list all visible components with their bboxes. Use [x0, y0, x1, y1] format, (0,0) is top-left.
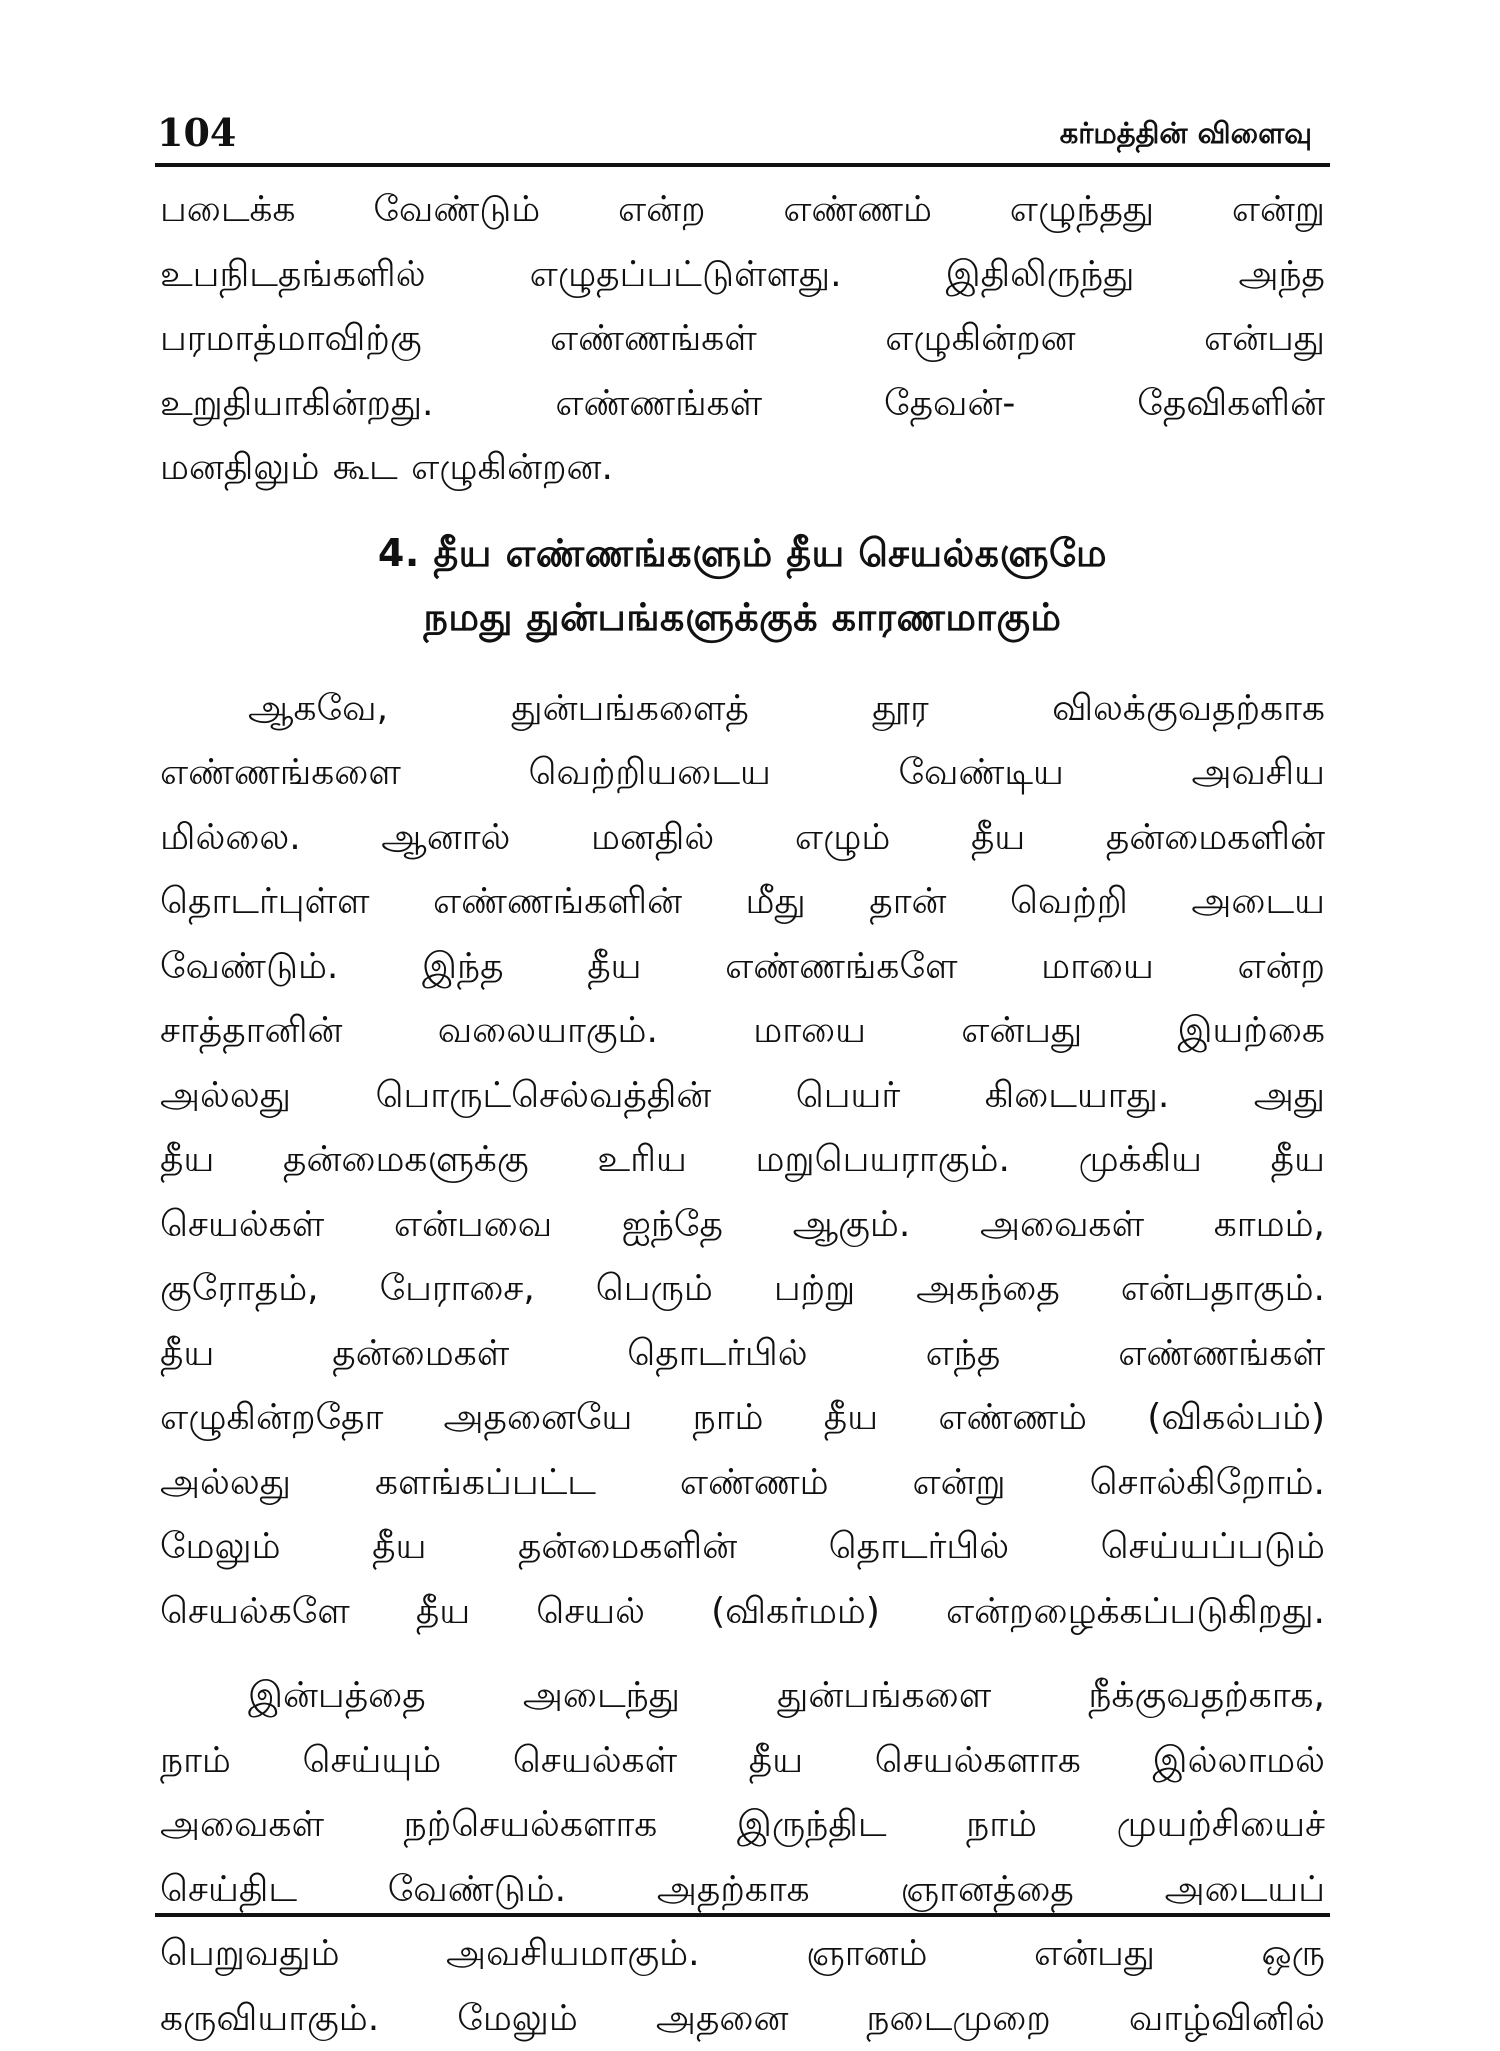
paragraph-line: பரமாத்மாவிற்கு எண்ணங்கள் எழுகின்றன என்பது [160, 307, 1325, 372]
page-header [155, 105, 1330, 161]
page-number: 104 [157, 105, 236, 161]
paragraph-line: குரோதம், பேராசை, பெரும் பற்று அகந்தை என்பதாகும். [160, 1257, 1325, 1322]
paragraph-line: செய்திட வேண்டும். அதற்காக ஞானத்தை அடையப் [160, 1858, 1325, 1923]
section-heading [160, 521, 1325, 649]
paragraph-line: தொடர்புள்ள எண்ணங்களின் மீது தான் வெற்றி அடைய [160, 870, 1325, 935]
paragraph-2 [160, 677, 1325, 1645]
page-body [160, 178, 1325, 2051]
paragraph-line: அவைகள் நற்செயல்களாக இருந்திட நாம் முயற்சியைச் [160, 1793, 1325, 1858]
paragraph-line: படைக்க வேண்டும் என்ற எண்ணம் எழுந்தது என்று [160, 178, 1325, 243]
paragraph-3 [160, 1664, 1325, 2051]
paragraph-gap [160, 1644, 1325, 1664]
paragraph-line: செயல்களே தீய செயல் (விகர்மம்) என்றழைக்கப்படுகிறது. [160, 1580, 1325, 1645]
paragraph-line: செயல்கள் என்பவை ஐந்தே ஆகும். அவைகள் காமம், [160, 1193, 1325, 1258]
paragraph-line: தீய தன்மைகள் தொடர்பில் எந்த எண்ணங்கள் [160, 1322, 1325, 1387]
paragraph-line: உபநிடதங்களில் எழுதப்பட்டுள்ளது. இதிலிருந்து அந்த [160, 243, 1325, 308]
paragraph-line: கருவியாகும். மேலும் அதனை நடைமுறை வாழ்வினில் [160, 1987, 1325, 2051]
paragraph-line: ஆகவே, துன்பங்களைத் தூர விலக்குவதற்காக [160, 677, 1325, 742]
paragraph-1 [160, 178, 1325, 501]
paragraph-line: உறுதியாகின்றது. எண்ணங்கள் தேவன்- தேவிகளின் [160, 372, 1325, 437]
paragraph-line: தீய தன்மைகளுக்கு உரிய மறுபெயராகும். முக்கிய தீய [160, 1128, 1325, 1193]
paragraph-line: மனதிலும் கூட எழுகின்றன. [160, 436, 1325, 501]
paragraph-line: வேண்டும். இந்த தீய எண்ணங்களே மாயை என்ற [160, 935, 1325, 1000]
section-heading-line-2: நமது துன்பங்களுக்குக் காரணமாகும் [160, 585, 1325, 649]
running-title: கர்மத்தின் விளைவு [1060, 105, 1312, 161]
footer-rule [155, 1913, 1330, 1917]
paragraph-line: மேலும் தீய தன்மைகளின் தொடர்பில் செய்யப்படும் [160, 1515, 1325, 1580]
section-heading-line-1: 4. தீய எண்ணங்களும் தீய செயல்களுமே [160, 521, 1325, 585]
paragraph-line: அல்லது களங்கப்பட்ட எண்ணம் என்று சொல்கிறோம். [160, 1451, 1325, 1516]
paragraph-line: மில்லை. ஆனால் மனதில் எழும் தீய தன்மைகளின் [160, 806, 1325, 871]
paragraph-line: சாத்தானின் வலையாகும். மாயை என்பது இயற்கை [160, 999, 1325, 1064]
paragraph-line: அல்லது பொருட்செல்வத்தின் பெயர் கிடையாது. அது [160, 1064, 1325, 1129]
paragraph-line: பெறுவதும் அவசியமாகும். ஞானம் என்பது ஒரு [160, 1922, 1325, 1987]
paragraph-line: எழுகின்றதோ அதனையே நாம் தீய எண்ணம் (விகல்பம்) [160, 1386, 1325, 1451]
header-rule [155, 163, 1330, 167]
paragraph-line: இன்பத்தை அடைந்து துன்பங்களை நீக்குவதற்காக, [160, 1664, 1325, 1729]
paragraph-line: எண்ணங்களை வெற்றியடைய வேண்டிய அவசிய [160, 741, 1325, 806]
paragraph-line: நாம் செய்யும் செயல்கள் தீய செயல்களாக இல்லாமல் [160, 1729, 1325, 1794]
